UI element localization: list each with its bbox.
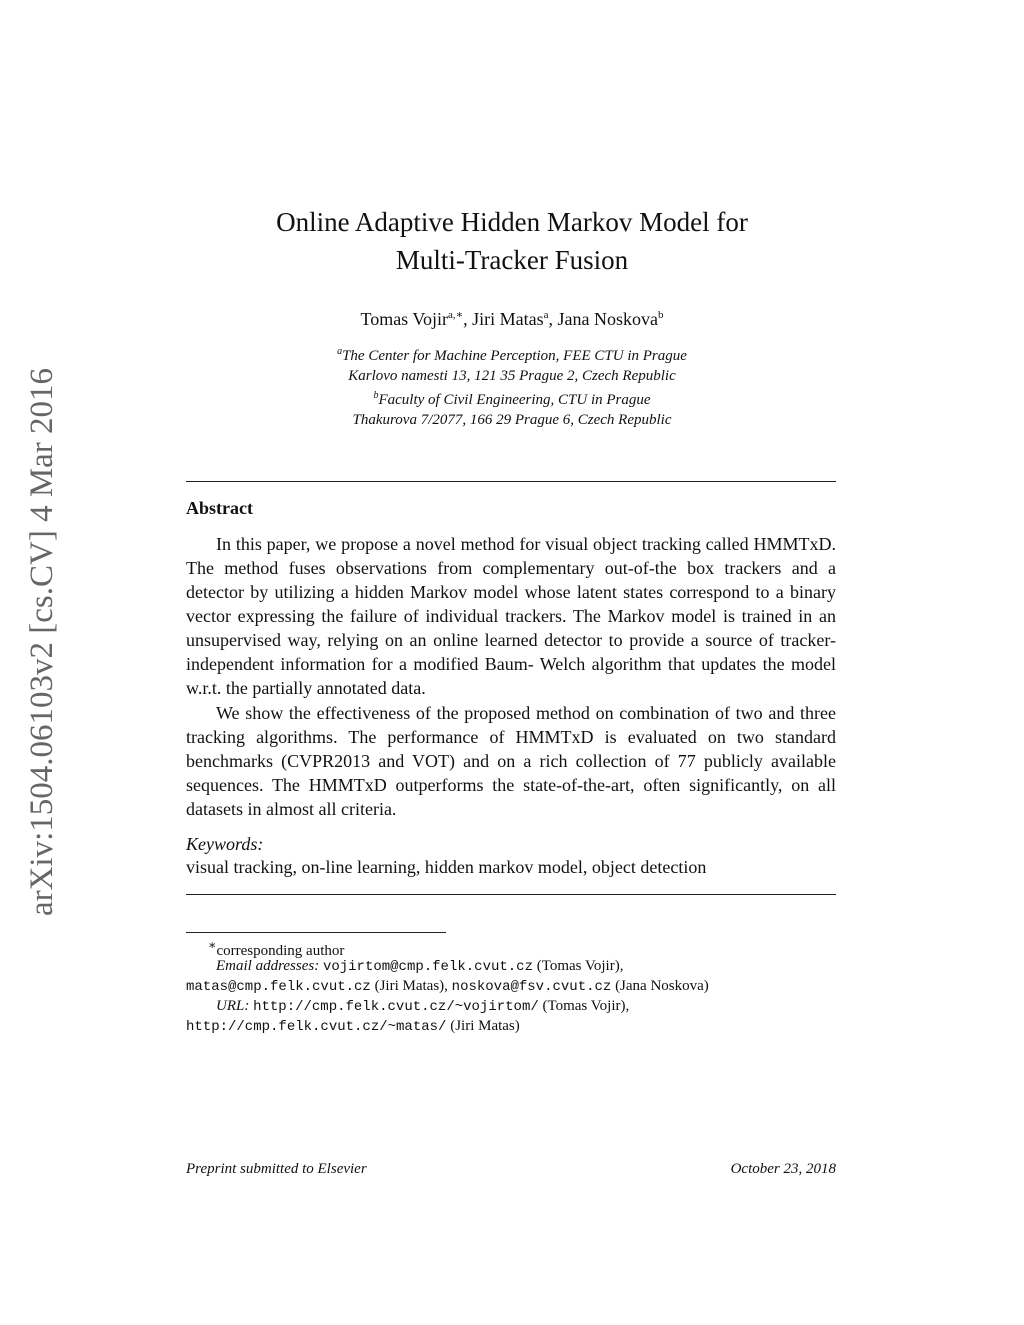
abstract-paragraph-2: We show the effectiveness of the proposed method on combination of two and three tracking algorithms. The performance of HMMTxD is evaluated on two standard benchmarks (CVPR2013 and VOT) and on a rich collection of 77 publicly available sequences. The HMMTxD outperforms the state-of-the-art, often significantly, on all datasets in almost all criteria. — [186, 703, 836, 819]
author-3: Jana Noskova — [557, 309, 659, 329]
affil-a-mark: a — [337, 346, 343, 357]
footer-date: October 23, 2018 — [730, 1161, 836, 1177]
affiliations — [0, 342, 1024, 430]
abstract-top-rule — [186, 481, 836, 482]
author-2: Jiri Matas — [472, 309, 544, 329]
footnote-star: ∗ — [208, 938, 217, 952]
email-link-matas[interactable]: matas@cmp.felk.cvut.cz — [186, 979, 371, 995]
footnote-rule — [186, 932, 446, 933]
affil-b-mark: b — [373, 390, 379, 401]
url-label: URL: — [216, 998, 250, 1014]
keywords-heading: Keywords: — [186, 834, 264, 854]
footnote-url-line — [216, 996, 866, 1017]
email-name-vojir: (Tomas Vojir), — [532, 958, 624, 974]
footnote-email-line — [216, 956, 866, 977]
email-name-matas: (Jiri Matas), — [370, 978, 452, 994]
url-link-matas[interactable]: http://cmp.felk.cvut.cz/~matas/ — [186, 1019, 447, 1035]
footer-preprint-note: Preprint submitted to Elsevier — [186, 1161, 367, 1177]
affil-a-line-2: Karlovo namesti 13, 121 35 Prague 2, Czech Republic — [348, 368, 676, 384]
email-label: Email addresses: — [216, 958, 320, 974]
email-link-noskova[interactable]: noskova@fsv.cvut.cz — [451, 979, 612, 995]
arxiv-side-stamp: arXiv:1504.06103v2 [cs.CV] 4 Mar 2016 — [24, 367, 60, 917]
author-1: Tomas Vojir — [360, 309, 449, 329]
footnote-email-line-2 — [186, 976, 836, 997]
author-list — [0, 303, 1024, 331]
title-line-1: Online Adaptive Hidden Markov Model for — [276, 207, 748, 237]
abstract-paragraph-1: In this paper, we propose a novel method for visual object tracking called HMMTxD. The method fuses observations from complementary out-of-the box trackers and a detector by utilizing a hidden Markov model whose latent states correspond to a binary vector expressing the failure of individual trackers. The Markov model is trained in an unsupervised way, relying on an online learned detector to provide a source of tracker-independent information for a modified Baum- Welch algorithm that updates the model w.r.t. the partially annotated data. — [186, 534, 836, 698]
author-sep: , — [548, 309, 558, 329]
url-link-vojir[interactable]: http://cmp.felk.cvut.cz/~vojirtom/ — [253, 999, 539, 1015]
author-2-mark: a — [543, 309, 549, 321]
email-name-noskova: (Jana Noskova) — [611, 978, 709, 994]
title-line-2: Multi-Tracker Fusion — [395, 245, 629, 275]
affil-a-line-1: The Center for Machine Perception, FEE CTU in Prague — [342, 348, 687, 364]
email-link-vojir[interactable]: vojirtom@cmp.felk.cvut.cz — [322, 959, 533, 975]
author-sep: , — [463, 309, 473, 329]
keywords-text: visual tracking, on-line learning, hidden markov model, object detection — [186, 857, 707, 877]
author-1-mark: a,∗ — [448, 309, 464, 321]
affil-b-line-2: Thakurova 7/2077, 166 29 Prague 6, Czech Republic — [352, 412, 672, 428]
footnote-url-line-2 — [186, 1016, 836, 1037]
url-name-vojir: (Tomas Vojir), — [538, 998, 630, 1014]
url-name-matas: (Jiri Matas) — [446, 1018, 520, 1034]
author-3-mark: b — [658, 309, 664, 321]
abstract-heading: Abstract — [186, 498, 253, 518]
footnote-corresponding-text: corresponding author — [216, 943, 345, 959]
abstract-bottom-rule — [186, 894, 836, 895]
affil-b-line-1: Faculty of Civil Engineering, CTU in Prague — [378, 392, 651, 408]
paper-title — [0, 203, 1024, 279]
